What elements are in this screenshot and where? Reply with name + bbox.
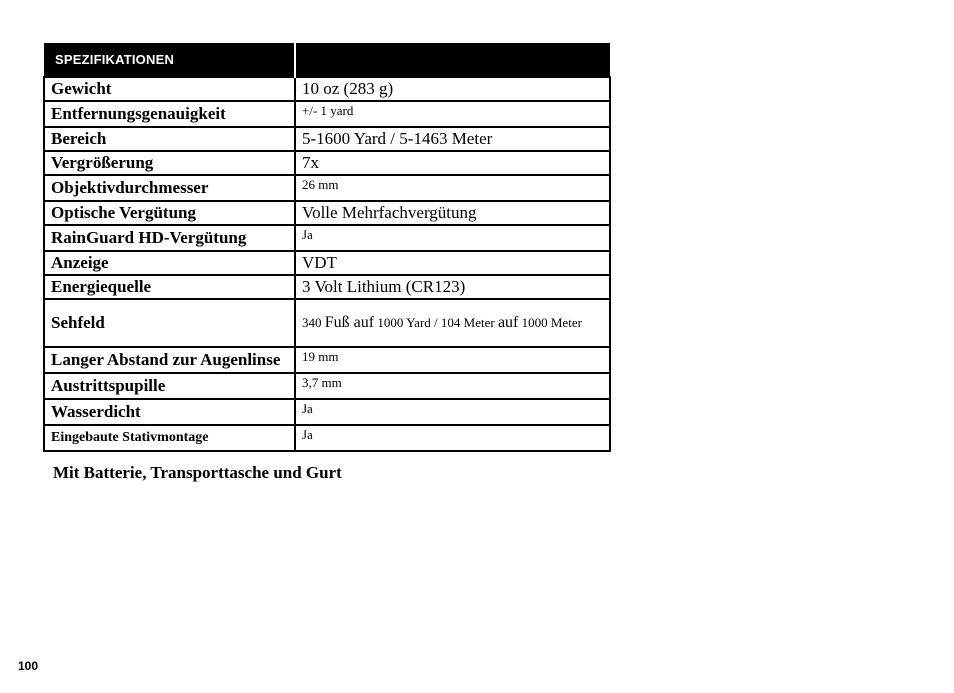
spec-label: Anzeige xyxy=(44,251,295,275)
spec-value-part: 1000 Yard / 104 Meter xyxy=(377,314,495,330)
specifications-table xyxy=(43,43,611,452)
spec-value: Volle Mehrfachvergütung xyxy=(295,201,610,225)
spec-value: 10 oz (283 g) xyxy=(295,77,610,101)
spec-label: Eingebaute Stativmontage xyxy=(44,425,295,451)
spec-label: Gewicht xyxy=(44,77,295,101)
spec-value: 3,7 mm xyxy=(295,373,610,399)
spec-value: +/- 1 yard xyxy=(295,101,610,127)
table-row xyxy=(44,127,610,151)
spec-label: RainGuard HD-Vergütung xyxy=(44,225,295,251)
table-row xyxy=(44,225,610,251)
spec-label: Vergrößerung xyxy=(44,151,295,175)
spec-value: 26 mm xyxy=(295,175,610,201)
spec-value-part: Fuß auf xyxy=(324,313,375,331)
table-row xyxy=(44,373,610,399)
spec-value-part: 340 xyxy=(302,314,322,330)
table-row xyxy=(44,425,610,451)
table-row xyxy=(44,347,610,373)
table-header-blank xyxy=(295,43,610,77)
spec-label: Langer Abstand zur Augenlinse xyxy=(44,347,295,373)
table-row xyxy=(44,201,610,225)
page-number: 100 xyxy=(18,659,39,673)
table-header-title: SPEZIFIKATIONEN xyxy=(44,43,295,77)
spec-value: 19 mm xyxy=(295,347,610,373)
spec-value: 7x xyxy=(295,151,610,175)
table-footnote: Mit Batterie, Transporttasche und Gurt xyxy=(53,463,342,482)
spec-label: Entfernungsgenauigkeit xyxy=(44,101,295,127)
spec-label: Wasserdicht xyxy=(44,399,295,425)
table-row xyxy=(44,399,610,425)
spec-value: VDT xyxy=(295,251,610,275)
spec-label: Energiequelle xyxy=(44,275,295,299)
table-row xyxy=(44,77,610,101)
spec-value-part: 1000 Meter xyxy=(521,314,582,330)
spec-label: Austrittspupille xyxy=(44,373,295,399)
spec-label: Objektivdurchmesser xyxy=(44,175,295,201)
spec-label: Bereich xyxy=(44,127,295,151)
spec-value xyxy=(295,299,610,347)
spec-value-part: auf xyxy=(497,313,519,331)
spec-label: Sehfeld xyxy=(44,299,295,347)
table-row xyxy=(44,251,610,275)
table-header-row xyxy=(44,43,610,77)
table-row xyxy=(44,275,610,299)
spec-label: Optische Vergütung xyxy=(44,201,295,225)
table-row xyxy=(44,101,610,127)
spec-value: Ja xyxy=(295,225,610,251)
table-row xyxy=(44,175,610,201)
spec-value: Ja xyxy=(295,425,610,451)
table-row xyxy=(44,151,610,175)
spec-value: Ja xyxy=(295,399,610,425)
table-row xyxy=(44,299,610,347)
spec-value: 5-1600 Yard / 5-1463 Meter xyxy=(295,127,610,151)
spec-value: 3 Volt Lithium (CR123) xyxy=(295,275,610,299)
